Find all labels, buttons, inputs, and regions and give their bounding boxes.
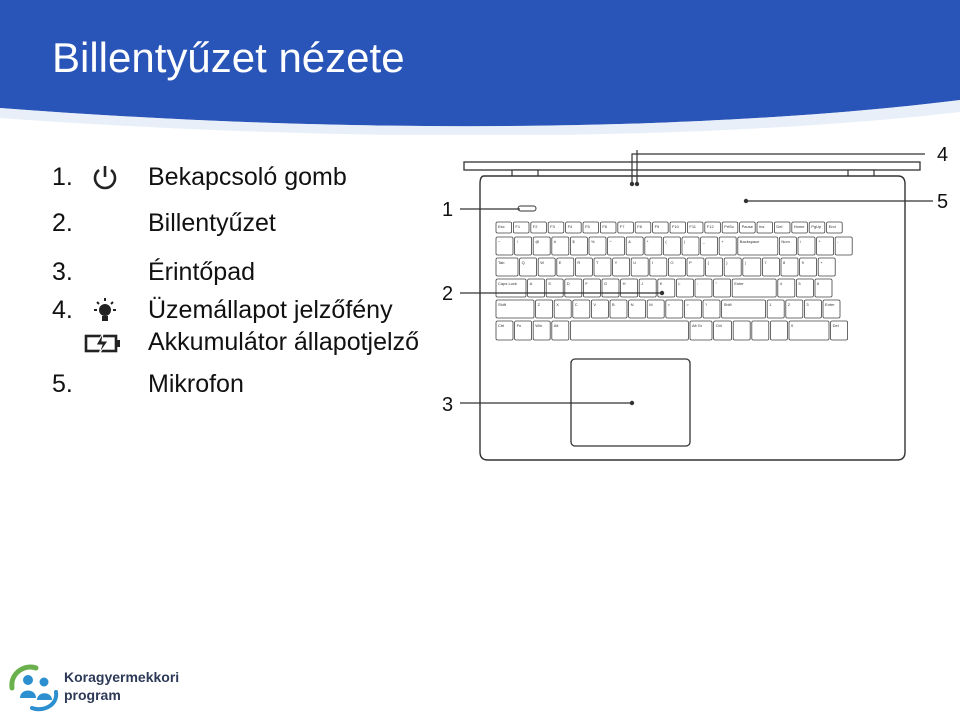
keyboard-key-label: Ins: [759, 224, 765, 229]
keyboard-key-label: F8: [637, 224, 642, 229]
keyboard-key-label: Enter: [825, 302, 835, 307]
keyboard-key-label: N: [630, 302, 634, 307]
keyboard-key-label: +: [820, 260, 823, 265]
keyboard-key-label: 6: [817, 281, 820, 286]
keyboard-key-label: ~: [498, 239, 501, 244]
keyboard-key-label: E: [558, 260, 562, 265]
keyboard-key: [789, 321, 829, 340]
callout-5: 5: [937, 191, 949, 213]
keyboard-key-label: <: [667, 302, 671, 307]
keyboard-key-label: H: [622, 281, 626, 286]
keyboard-key-label: PrtSc: [724, 224, 734, 229]
item-label: Billentyűzet: [148, 209, 276, 237]
keyboard-key-label: @: [535, 239, 540, 244]
keyboard-key-label: 4: [779, 281, 783, 286]
keyboard-key-label: Enter: [734, 281, 744, 286]
keyboard-key-label: 7: [764, 260, 767, 265]
keyboard-key-label: G: [604, 281, 608, 286]
keyboard-key-label: Fn: [516, 323, 522, 328]
keyboard-key-label: *: [646, 239, 649, 244]
keyboard-key-label: 8: [783, 260, 786, 265]
keyboard-key-label: Q: [521, 260, 525, 265]
keyboard-key-label: Pause: [741, 224, 753, 229]
laptop-keyboard-diagram: [440, 140, 960, 470]
keyboard-key-label: M: [649, 302, 653, 307]
keyboard-key-label: V: [593, 302, 597, 307]
keyboard-key-label: End: [828, 224, 836, 229]
keyboard-key-label: 2: [787, 302, 791, 307]
keyboard-key-label: S: [548, 281, 551, 286]
keyboard-key-label: F12: [706, 224, 714, 229]
keyboard-key-label: B: [612, 302, 615, 307]
keyboard-key-label: I: [651, 260, 653, 265]
keyboard-key-label: Del: [832, 323, 839, 328]
keyboard-key-label: PgUp: [811, 224, 822, 229]
logo-line-1: Koragyermekkori: [64, 669, 180, 685]
keyboard-key-label: F2: [532, 224, 538, 229]
keyboard-key-label: #: [553, 239, 557, 244]
keyboard-key-label: Backspace: [739, 239, 760, 244]
keyboard-key-label: :: [697, 281, 699, 286]
keyboard-key-label: X: [556, 302, 559, 307]
keyboard-key-label: Shift: [723, 302, 732, 307]
item-label: Érintőpad: [148, 258, 256, 286]
keyboard-key-label: Num: [781, 239, 790, 244]
keyboard-key-label: O: [670, 260, 674, 265]
keyboard-key-label: ?: [705, 302, 708, 307]
keyboard-key-label: T: [596, 260, 599, 265]
keyboard-key-label: W: [540, 260, 544, 265]
keyboard-key-label: ": [715, 281, 718, 286]
item-label: Akkumulátor állapotjelző: [148, 328, 419, 356]
keyboard-key-label: |: [744, 260, 746, 265]
keyboard-key-label: ): [684, 239, 686, 244]
keyboard-key-label: Ctrl: [498, 323, 505, 328]
keyboard-key-label: >: [686, 302, 689, 307]
power-light-icon: [90, 297, 120, 325]
keyboard-key-label: Caps Lock: [498, 281, 517, 286]
keyboard-key-label: Tab: [498, 260, 505, 265]
keyboard-key-label: +: [721, 239, 724, 244]
battery-charge-icon: [84, 329, 124, 357]
keyboard-key-label: 5: [798, 281, 801, 286]
logo-line-2: program: [64, 687, 121, 703]
keyboard-key: [770, 321, 787, 340]
keyboard-key-label: (: [665, 239, 667, 244]
keyboard-key-label: Win: [535, 323, 543, 328]
keyboard-key-label: F: [585, 281, 588, 286]
item-number: 1.: [52, 163, 73, 191]
keyboard-key-label: A: [529, 281, 533, 286]
keyboard-key-label: Home: [793, 224, 805, 229]
callout-4: 4: [937, 144, 949, 166]
keyboard-key-label: F7: [619, 224, 625, 229]
keyboard-key-label: &: [628, 239, 631, 244]
logo-text: [64, 668, 179, 704]
keyboard-key-label: F6: [602, 224, 608, 229]
keyboard-key-label: F10: [672, 224, 679, 229]
keyboard-key: [570, 321, 688, 340]
keyboard-key-label: K: [659, 281, 663, 286]
item-number: 3.: [52, 258, 73, 286]
keyboard-key-label: 9: [801, 260, 804, 265]
keyboard-key-label: Alt Gr: [692, 323, 703, 328]
keyboard-key-label: %: [591, 239, 595, 244]
keyboard-key-label: !: [516, 239, 518, 244]
keyboard-key-label: Esc: [498, 224, 505, 229]
keyboard-key-label: F3: [550, 224, 555, 229]
keyboard-key-label: F11: [689, 224, 697, 229]
keyboard: [496, 222, 852, 340]
keyboard-key-label: $: [572, 239, 575, 244]
keyboard-key-label: C: [574, 302, 578, 307]
keyboard-key-label: Alt: [553, 323, 559, 328]
item-number: 2.: [52, 209, 73, 237]
item-label: Mikrofon: [148, 370, 244, 398]
keyboard-key-label: P: [689, 260, 692, 265]
keyboard-key-label: R: [577, 260, 581, 265]
keyboard-key-label: F9: [654, 224, 660, 229]
keyboard-key-label: /: [800, 239, 802, 244]
item-number: 5.: [52, 370, 73, 398]
keyboard-key: [733, 321, 750, 340]
keyboard-key: [752, 321, 769, 340]
keyboard-key-label: Z: [537, 302, 541, 307]
keyboard-key-label: -: [837, 239, 839, 244]
callout-2: 2: [442, 283, 454, 305]
keyboard-key-label: J: [641, 281, 644, 286]
keyboard-key-label: L: [678, 281, 681, 286]
keyboard-key-label: Del: [776, 224, 783, 229]
keyboard-key-label: {: [707, 260, 709, 265]
item-label: Üzemállapot jelzőfény: [148, 296, 393, 324]
keyboard-key-label: 0: [791, 323, 794, 328]
page-title: Billentyűzet nézete: [52, 34, 405, 81]
keyboard-key-label: 1: [769, 302, 772, 307]
keyboard-key-label: ^: [609, 239, 612, 244]
keyboard-key-label: U: [633, 260, 637, 265]
item-number: 4.: [52, 296, 73, 324]
keyboard-key-label: *: [818, 239, 821, 244]
keyboard-key-label: Y: [614, 260, 618, 265]
keyboard-key-label: Ctrl: [715, 323, 722, 328]
keyboard-key-label: _: [702, 239, 705, 244]
callout-3: 3: [442, 394, 454, 416]
power-icon: [90, 164, 120, 192]
keyboard-key-label: D: [566, 281, 570, 286]
callout-1: 1: [442, 199, 454, 221]
keyboard-key-label: Shift: [498, 302, 507, 307]
keyboard-key-label: 3: [806, 302, 809, 307]
item-label: Bekapcsoló gomb: [148, 163, 347, 191]
keyboard-key-label: F4: [567, 224, 573, 229]
keyboard-key-label: }: [726, 260, 728, 265]
keyboard-key-label: F5: [585, 224, 590, 229]
keyboard-key-label: F1: [515, 224, 521, 229]
